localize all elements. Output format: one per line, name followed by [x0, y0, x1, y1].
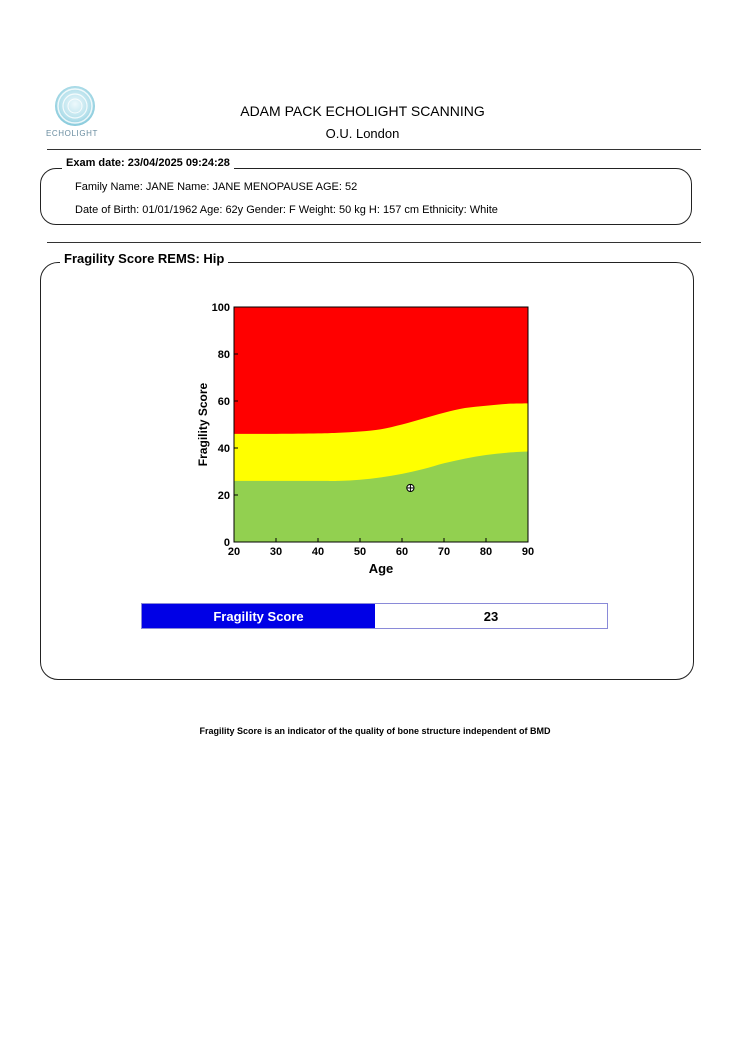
- patient-name-line: Family Name: JANE Name: JANE MENOPAUSE AGE: 52: [75, 181, 358, 193]
- footnote: Fragility Score is an indicator of the quality of bone structure independent of BMD: [199, 726, 551, 736]
- fragility-score-value: 23: [483, 608, 499, 624]
- x-tick-label: 70: [437, 546, 451, 558]
- x-tick-label: 90: [521, 546, 535, 558]
- divider: [47, 242, 701, 243]
- x-tick-label: 30: [269, 546, 283, 558]
- y-tick-label: 80: [217, 349, 230, 361]
- clinic-name: ADAM PACK ECHOLIGHT SCANNING: [240, 103, 485, 119]
- x-tick-label: 20: [227, 546, 241, 558]
- fragility-score-label: Fragility Score: [142, 604, 375, 628]
- y-tick-label: 60: [217, 396, 230, 408]
- y-tick-label: 40: [217, 443, 230, 455]
- logo-text: ECHOLIGHT: [45, 129, 99, 138]
- y-axis-label: Fragility Score: [196, 382, 210, 467]
- fragility-chart: [143, 274, 608, 594]
- x-tick-label: 60: [395, 546, 409, 558]
- x-tick-label: 80: [479, 546, 493, 558]
- y-tick-label: 0: [223, 537, 230, 549]
- fragility-title: Fragility Score REMS: Hip: [60, 251, 228, 266]
- divider: [47, 149, 701, 150]
- patient-details-line: Date of Birth: 01/01/1962 Age: 62y Gender: F Weight: 50 kg H: 157 cm Ethnicity: White: [75, 204, 498, 216]
- y-tick-label: 100: [211, 302, 230, 314]
- fragility-score-bar: [141, 603, 608, 629]
- exam-date: Exam date: 23/04/2025 09:24:28: [62, 157, 234, 169]
- patient-info-panel: [40, 168, 692, 225]
- y-tick-label: 20: [217, 490, 230, 502]
- x-tick-label: 50: [353, 546, 367, 558]
- clinic-location: O.U. London: [325, 126, 400, 141]
- x-tick-label: 40: [311, 546, 325, 558]
- x-axis-label: Age: [368, 561, 394, 576]
